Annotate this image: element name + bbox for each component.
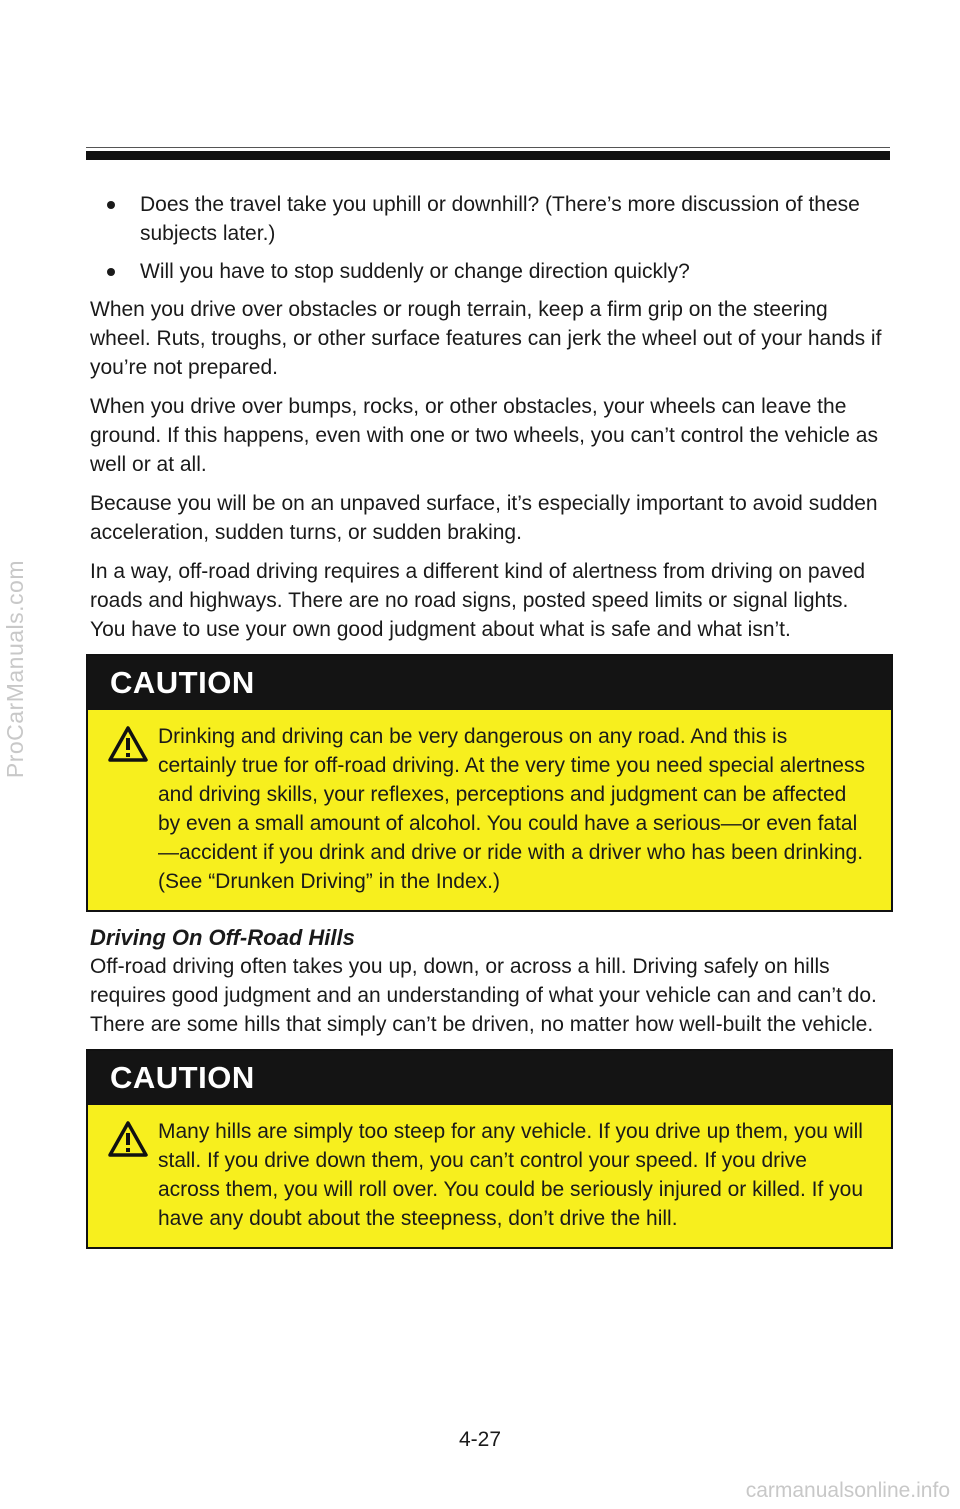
paragraph: Because you will be on an unpaved surface, it’s especially important to avoid sudden acceleration, sudden turns, or sudden braking. [90,492,878,544]
caution-heading: CAUTION [88,1051,891,1105]
warning-triangle-icon [108,726,148,762]
list-item [90,190,885,248]
list-item-text: Will you have to stop suddenly or change direction quickly? [140,260,690,283]
side-watermark: ProCarManuals.com [2,560,28,779]
paragraph: When you drive over bumps, rocks, or other obstacles, your wheels can leave the ground. If this happens, even with one or two wheels, you can’t control the vehicle as well or at all. [90,395,878,476]
page-number: 4-27 [458,1428,502,1451]
bullet-dot-icon [107,268,115,276]
bullet-dot-icon [107,201,115,209]
top-rule-thin [86,147,890,148]
warning-triangle-icon [108,1121,148,1157]
caution-body [88,1105,891,1247]
page-content [90,190,885,1261]
bottom-watermark: carmanualsonline.info [745,1479,950,1502]
list-item [90,257,885,286]
section-heading: Driving On Off-Road Hills [90,925,355,950]
bullet-list [90,190,885,286]
top-rule [86,151,890,160]
caution-box-alcohol [86,654,893,912]
paragraph: When you drive over obstacles or rough terrain, keep a firm grip on the steering wheel. Ruts, troughs, or other surface features can jerk the wheel out of your hands if you’re not prepared. [90,298,882,379]
list-item-text: Does the travel take you uphill or downhill? (There’s more discussion of these subjects later.) [140,193,860,245]
caution-heading: CAUTION [88,656,891,710]
caution-text: Many hills are simply too steep for any vehicle. If you drive up them, you will stall. If you drive down them, you can’t control your speed. If you drive across them, you will roll over. You could be seriously injured or killed. If you have any doubt about the steepness, don’t drive the hill. [158,1120,864,1230]
section-paragraph: Off-road driving often takes you up, down, or across a hill. Driving safely on hills requires good judgment and an understanding of what your vehicle can and can’t do. There are some hills that simply can’t be driven, no matter how well-built the vehicle. [90,955,877,1036]
paragraph: In a way, off-road driving requires a different kind of alertness from driving on paved roads and highways. There are no road signs, posted speed limits or signal lights. You have to use your own good judgment about what is safe and what isn’t. [90,560,866,641]
caution-text: Drinking and driving can be very dangerous on any road. And this is certainly true for off-road driving. At the very time you need special alertness and driving skills, your reflexes, perceptions and judgment can be affected by even a small amount of alcohol. You could have a serious—or even fatal—accident if you drink and drive or ride with a driver who has been drinking. (See “Drunken Driving” in the Index.) [158,725,865,893]
caution-box-hills [86,1049,893,1249]
caution-body [88,710,891,910]
